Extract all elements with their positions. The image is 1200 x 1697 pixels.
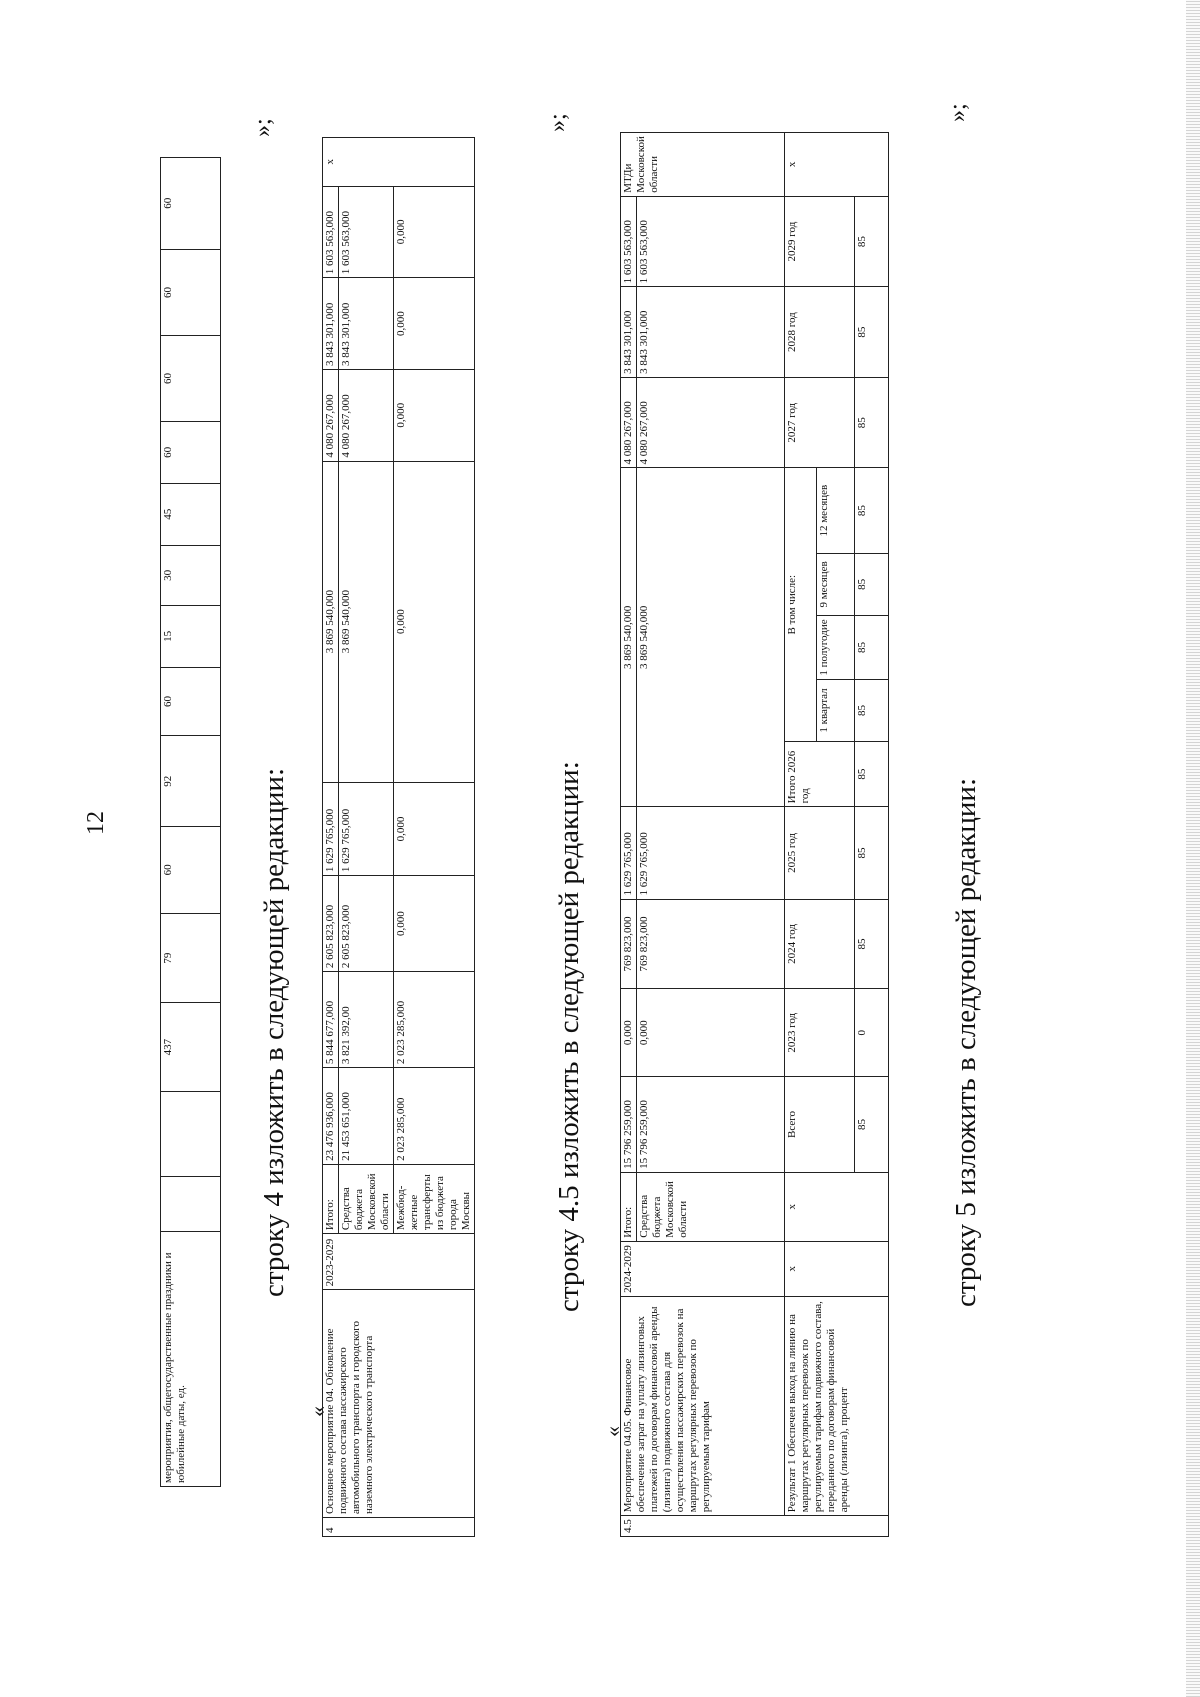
amount-2027: 4 080 267,000 xyxy=(621,377,637,468)
amount-2024: 769 823,000 xyxy=(637,899,785,989)
result-executor: x xyxy=(785,133,889,197)
section-4-5-table xyxy=(620,132,889,1537)
section-4-5-heading: строку 4.5 изложить в следующей редакции: xyxy=(553,761,585,1312)
header-total: Всего xyxy=(785,1077,855,1173)
amount-2028: 0,000 xyxy=(394,278,475,370)
indicator-value: 60 xyxy=(161,336,221,421)
amount-2023: 5 844 677,000 xyxy=(323,972,339,1068)
value-2027: 85 xyxy=(855,377,889,468)
amount-2027: 4 080 267,000 xyxy=(637,377,785,468)
opening-quote: « xyxy=(600,1426,625,1437)
value-total: 85 xyxy=(855,1077,889,1173)
amount-2026: 3 869 540,000 xyxy=(339,461,394,782)
amount-2029: 1 603 563,000 xyxy=(323,186,339,278)
value-2024: 85 xyxy=(855,899,889,989)
amount-2028: 3 843 301,000 xyxy=(621,287,637,378)
closing-quote: »; xyxy=(545,113,571,132)
header-2024: 2024 год xyxy=(785,899,855,989)
header-2028: 2028 год xyxy=(785,287,855,378)
value-2025: 85 xyxy=(855,807,889,899)
value-2026: 85 xyxy=(855,741,889,806)
page-number: 12 xyxy=(83,811,109,835)
header-including: В том числе: xyxy=(785,468,817,741)
amount-total: 15 796 259,000 xyxy=(637,1077,785,1173)
amount-2023: 0,000 xyxy=(637,989,785,1077)
indicator-value: 30 xyxy=(161,545,221,606)
amount-2027: 4 080 267,000 xyxy=(339,369,394,461)
measure-name: Мероприятие 04.05. Финансовое обеспечение затрат на уплату лизинговых платежей по договорам финансовой аренды (лизинга) подвижного состава для осуществления пассажирских перевозок на маршрутах регулярных перевозок по регулируемым тарифам xyxy=(621,1296,785,1515)
closing-quote: »; xyxy=(945,103,971,122)
empty-cell xyxy=(161,1176,221,1231)
amount-total: 21 453 651,000 xyxy=(339,1068,394,1165)
header-q1: 1 квартал xyxy=(817,680,855,742)
amount-2023: 2 023 285,000 xyxy=(394,972,475,1068)
row-number: 4 xyxy=(323,1518,475,1537)
amount-2029: 1 603 563,000 xyxy=(637,196,785,287)
value-12-months: 85 xyxy=(855,468,889,553)
executor-cross: x xyxy=(323,138,475,187)
amount-2029: 1 603 563,000 xyxy=(621,196,637,287)
amount-2026: 0,000 xyxy=(394,461,475,782)
indicator-name: мероприятия, общегосударственные праздники и юбилейные даты, ед. xyxy=(161,1231,221,1486)
amount-2025: 1 629 765,000 xyxy=(339,782,394,875)
funding-source: Итого: xyxy=(323,1164,339,1233)
measure-name: Основное мероприятие 04. Обновление подвижного состава пассажирского автомобильного транспорта и городского наземного электрического транспорта xyxy=(323,1290,475,1518)
amount-2025: 1 629 765,000 xyxy=(637,807,785,899)
amount-2028: 3 843 301,000 xyxy=(323,278,339,370)
amount-2029: 1 603 563,000 xyxy=(339,186,394,278)
value-2029: 85 xyxy=(855,196,889,287)
amount-2024: 2 605 823,000 xyxy=(323,876,339,972)
opening-quote: « xyxy=(305,1406,330,1417)
value-h1: 85 xyxy=(855,616,889,680)
amount-2024: 0,000 xyxy=(394,876,475,972)
header-2026: Итого 2026 год xyxy=(785,741,855,806)
section-4-table xyxy=(322,137,475,1537)
amount-2026: 3 869 540,000 xyxy=(621,468,637,807)
amount-2025: 0,000 xyxy=(394,782,475,875)
result-period: x xyxy=(785,1241,889,1296)
amount-2026: 3 869 540,000 xyxy=(637,468,785,807)
header-2029: 2029 год xyxy=(785,196,855,287)
value-9-months: 85 xyxy=(855,553,889,615)
closing-quote: »; xyxy=(250,118,276,137)
amount-2023: 0,000 xyxy=(621,989,637,1077)
header-2027: 2027 год xyxy=(785,377,855,468)
section-5-heading: строку 5 изложить в следующей редакции: xyxy=(950,778,982,1307)
period: 2024-2029 xyxy=(621,1241,785,1296)
executor: МТДи Московской области xyxy=(621,133,785,197)
amount-2024: 769 823,000 xyxy=(621,899,637,989)
indicator-value: 60 xyxy=(161,249,221,336)
amount-total: 15 796 259,000 xyxy=(621,1077,637,1173)
amount-total: 23 476 936,000 xyxy=(323,1068,339,1165)
amount-2025: 1 629 765,000 xyxy=(323,782,339,875)
header-12-months: 12 месяцев xyxy=(817,468,855,553)
header-9-months: 9 месяцев xyxy=(817,553,855,615)
amount-2025: 1 629 765,000 xyxy=(621,807,637,899)
funding-source: Средства бюджета Московской области xyxy=(339,1164,394,1233)
header-2023: 2023 год xyxy=(785,989,855,1077)
indicator-value: 60 xyxy=(161,667,221,736)
funding-source: Средства бюджета Московской области xyxy=(637,1172,785,1241)
period: 2023-2029 xyxy=(323,1234,475,1290)
header-2025: 2025 год xyxy=(785,807,855,899)
indicator-total: 437 xyxy=(161,1003,221,1091)
amount-total: 2 023 285,000 xyxy=(394,1068,475,1165)
continued-row-table xyxy=(160,157,221,1487)
indicator-value: 15 xyxy=(161,606,221,668)
amount-2028: 3 843 301,000 xyxy=(637,287,785,378)
result-name: Результат 1 Обеспечен выход на линию на маршрутах регулярных перевозок по регулируемым тарифам подвижного состава, переданного по договорам финансовой аренды (лизинга), процент xyxy=(785,1296,889,1515)
amount-2024: 2 605 823,000 xyxy=(339,876,394,972)
amount-2027: 0,000 xyxy=(394,369,475,461)
indicator-value: 45 xyxy=(161,484,221,546)
amount-2026: 3 869 540,000 xyxy=(323,461,339,782)
value-2028: 85 xyxy=(855,287,889,378)
section-4-heading: строку 4 изложить в следующей редакции: xyxy=(258,768,290,1297)
indicator-value: 60 xyxy=(161,826,221,913)
indicator-value: 92 xyxy=(161,736,221,827)
indicator-value: 79 xyxy=(161,913,221,1003)
amount-2023: 3 821 392,00 xyxy=(339,972,394,1068)
funding-source: Межбюд-жетные трансферты из бюджета города Москвы xyxy=(394,1164,475,1233)
result-source: x xyxy=(785,1172,889,1241)
amount-2027: 4 080 267,000 xyxy=(323,369,339,461)
indicator-value: 60 xyxy=(161,158,221,250)
value-q1: 85 xyxy=(855,680,889,742)
funding-source: Итого: xyxy=(621,1172,637,1241)
header-h1: 1 полугодие xyxy=(817,616,855,680)
value-2023: 0 xyxy=(855,989,889,1077)
amount-2028: 3 843 301,000 xyxy=(339,278,394,370)
row-number: 4.5 xyxy=(621,1516,889,1537)
amount-2029: 0,000 xyxy=(394,186,475,278)
empty-cell xyxy=(161,1091,221,1176)
indicator-value: 60 xyxy=(161,421,221,483)
